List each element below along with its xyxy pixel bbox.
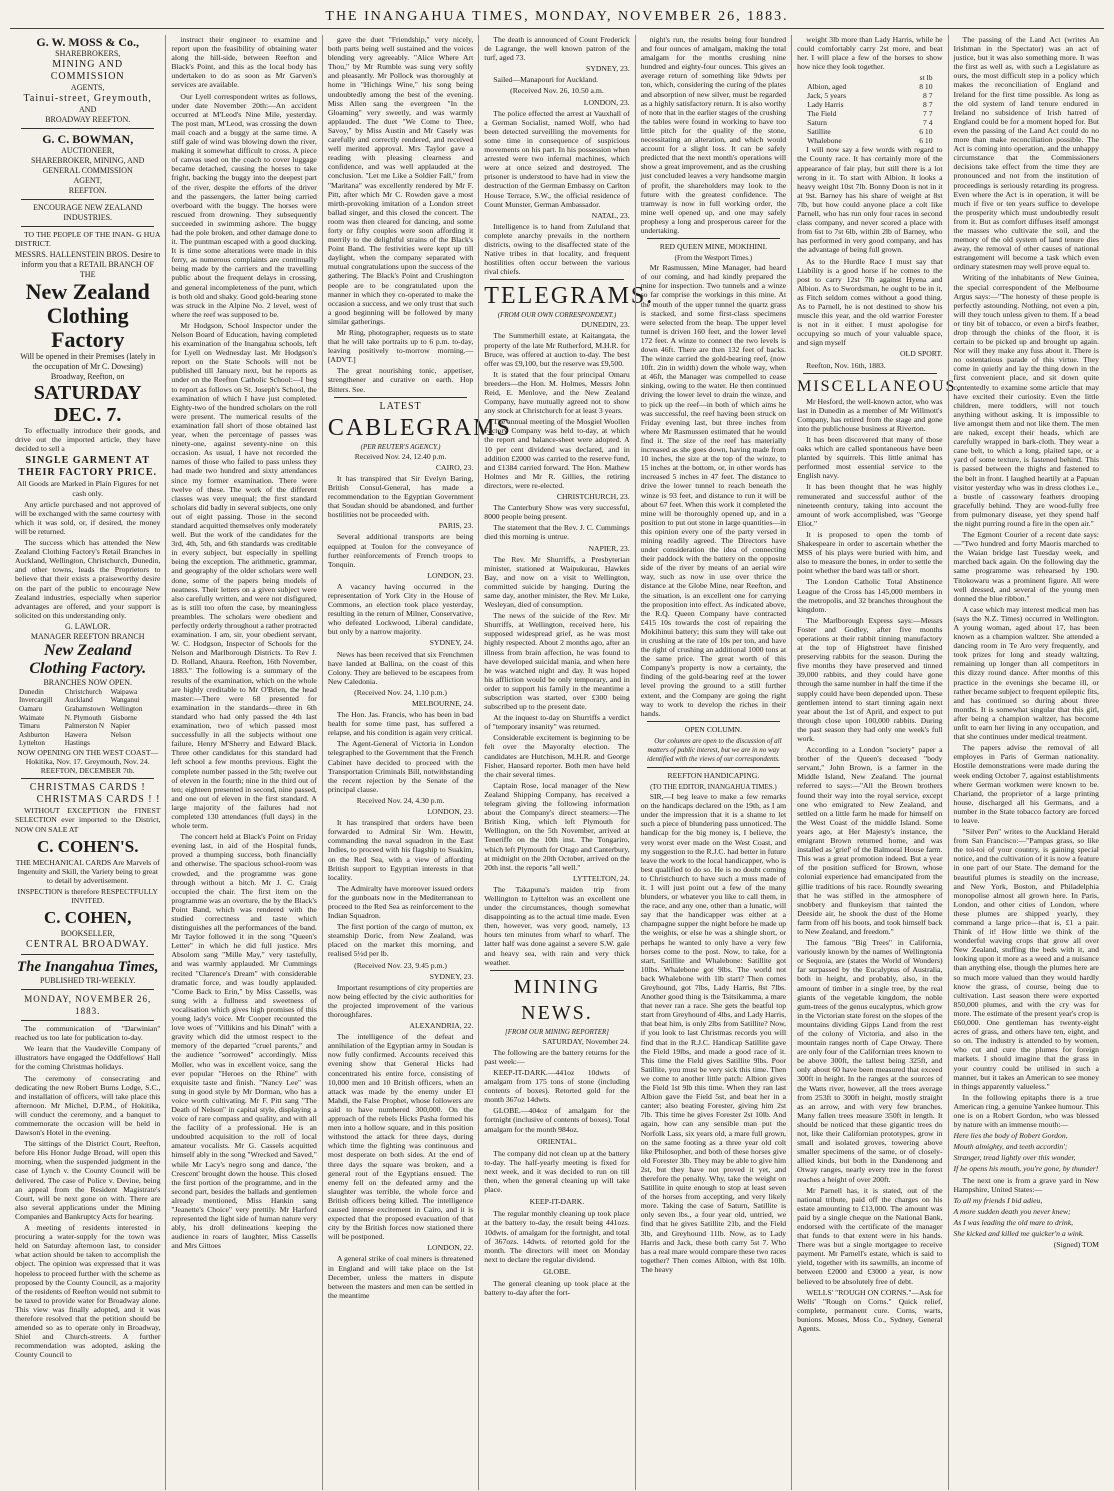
horse-weight: 7 4 <box>923 118 933 128</box>
latest-heading: LATEST <box>379 400 422 412</box>
misc-paragraph: It is proposed to open the tomb of Shakespeare in order to ascertain whether the MSS of his plays were buried with him, and also to measure the bones, in order to settle the point whether the bard was tall or short. <box>797 529 943 576</box>
bowman-ad-line: AUCTIONEER, <box>61 146 115 155</box>
telegram-paragraph: The Rev. Mr Shurriffs, a Presbyterian minister, stationed at Waipukurau, Hawkes Bay, and now on a visit to Wellington, committed suicide by hanging. During the same day, another minister, the Rev. Mr Luke, Wesleyan, died of consumption. <box>484 554 630 610</box>
branch-name: Waimate <box>19 713 45 722</box>
cable-paragraph: Important resumptions of city properties are now being effected by the civic authorities for the projected improvement of the various thoroughfares. <box>327 982 474 1019</box>
misc-paragraph: The Egmont Courier of a recent date says:—"Two hundred and forty Maoris marched to the Waian bridge last Tuesday week, and marched back again. On the following day the same programme was rehearsed by 190. Titokowaru was a prominent figure. All were well dressed, and several of the young men donned the blue ribbon." <box>953 530 1099 603</box>
cohen-name: C. COHEN, <box>44 908 132 928</box>
column-4 <box>478 35 655 1490</box>
received-line: (Received Nov. 24, 1.10 p.m.) <box>354 687 447 697</box>
branch-name: Christchurch <box>64 687 102 696</box>
column-3 <box>322 35 512 1490</box>
keep-it-dark-heading: KEEP-IT-DARK. <box>529 1197 585 1207</box>
telegram-paragraph: The annual meeting of the Mosgiel Woollen Factory Company was held to-day, at which the report and balance-sheet were adopted. A 10 per cent dividend was declared, and in addition £2000 was carried to the reserve fund, and £1384 carried forward. The Hon. Mathew Holmes and Mr R. Gillies, the retiring directors, were re-elected. <box>484 417 630 490</box>
single-garment-line: SINGLE GARMENT AT THEIR FACTORY PRICE. <box>18 455 158 479</box>
divider <box>21 128 154 129</box>
christmas-cards-1: CHRISTMAS CARDS ! <box>29 782 146 794</box>
misc-paragraph: It has been thought that he was highly remunerated and successful author of the nineteenth century, taking into account the amount of work accomplished, was "George Eliot." <box>797 482 943 528</box>
news-paragraph: instruct their engineer to examine and report upon the feasibility of obtaining water along the hill-side, between Reefton and Black's Point, and this as the local body has undertaken to do as soon as Mr Garven's services are available. <box>171 35 317 90</box>
received-line: Received Nov. 24, 4.30 p.m. <box>356 795 445 805</box>
horse-name: Albion, aged <box>807 82 847 92</box>
lawlor-name: G. LAWLOR. <box>65 621 111 631</box>
news-paragraph: Mr Ring, photographer, requests us to state that he will take portraits up to 6 p.m. to-day, leaving positively to-morrow morning.—[ADVT.] <box>327 328 474 365</box>
bowman-ad-line: REEFTON. <box>68 186 107 195</box>
hallenstein-line: MESSRS. HALLENSTEIN BROS. Desire to inform you that a RETAIL BRANCH OF THE <box>15 250 161 280</box>
misc-paragraph: In the following epitaphs there is a true American ring, a genuine Yankee humour. This one is on a Robert Gordon, who was blessed by nature with an immense mouth:— <box>953 1092 1099 1130</box>
divider <box>647 238 780 239</box>
dateline: ALEXANDRIA, 22. <box>409 1021 474 1031</box>
letter-dateline: Reefton, Nov. 16th, 1883. <box>806 360 886 370</box>
divider <box>334 397 467 398</box>
letter-paragraph: As to the Hurdle Race I must say that Liability is a good horse if he comes to the post to carry 12st 7lb against Hyena and Albion. As to Swordsman, he ought to be in it, as Fitch seldom comes without a good thing. As to Parnell, he is not destined to show his muscle this year, and the old warrior Forester is not in it either. I must apologise for occupying so much of your valuable space, and sign myself <box>797 256 943 348</box>
telegram-paragraph: At the inquest to-day on Shurriffs a verdict of "temporary insanity" was returned. <box>484 713 630 732</box>
misc-paragraph: WELLS' "ROUGH ON CORNS."—Ask for Wells' "Rough on Corns." Quick relief, complete, permanent cure. Corns, warts, bunions. Moses, Moss Co., Sydney, General Agents. <box>797 1287 943 1333</box>
news-paragraph: The concert held at Black's Point on Friday evening last, in aid of the Hospital funds, proved a thumping success, both financially and otherwise. The spacious school-room was crowded, and the programme was gone through without a hitch. Mr J. C. Craig occupied the chair. The first item on the programme was an overture, the by the Black's Point Band, which was rendered with the studied correctness and taste which distinguishes all the performances of the band. Mr Taylor followed it in the song "Queen's Letter" in which he did full justice. Mrs Absolom sang "Mille May," very tastefully, and was warmly applauded. Mr Cummings recited "Clarence's Dream" with considerable dramatic force, and was loudly applauded. "Come Back to Erin," by Miss Cassells, was sung with a fullness and sweetness of vocalisation which gives high promises of this young lady's voice. Mr Cooper recounted the love woes of "Villikins and his Dinah" with a gravity which did the utmost respect to the memory of the departed "cruel parents," and the audience "sorrowed" accordingly. Miss Moller, who was in excellent voice, sang the ever popular "Heroes on the Rhine" with exquisite taste and finish. "Nancy Lee" was sung in good style by Mr Dorman, who has a voice worth cultivating. Mr F. Pitt sang "The Death of Nelson" in capital style, displaying a voice of rare compass and quality, and with all the facility of a professional. He is an undoubted acquisition to the roll of local amateur vocalists. Mr G. Cassels acquitted himself ably in the song "Wrecked and Saved," while Mr Lacy's negro song and dance, 'the Crescent' brought down the house. This closed the first portion of the programme, and in the second part, besides the ballads and gentlemen already mentioned, Miss Hankin sang "Jeanette's Choice" very prettily. Mr Harford represented the light side of human nature very ably, his droll delineations keeping the audience in roars of laughter, Miss Cassells and Mrs Gittoes <box>171 832 317 1251</box>
telegrams-heading: TELEGRAMS. <box>484 283 655 310</box>
moss-ad-line: MINING AND COMMISSION <box>50 59 125 82</box>
dateline: CHRISTCHURCH, 23. <box>556 492 630 502</box>
column-2 <box>165 35 321 1490</box>
dateline: DUNEDIN, 23. <box>581 320 630 330</box>
cable-paragraph: The death is announced of Count Frederick de Lagrange, the well known patron of the turf, aged 73. <box>484 35 630 63</box>
misc-paragraph: The London Catholic Total Abstinence League of the Cross has 145,000 members in the metropolis, and 32 branches throughout the kingdom. <box>797 577 943 614</box>
christmas-cards-2: CHRISTMAS CARDS ! ! <box>36 794 161 806</box>
epitaph-line: Mouth almighty, and teeth accordin'; <box>953 1142 1068 1152</box>
mining-reporter-subheading: [FROM OUR MINING REPORTER] <box>504 1027 609 1036</box>
misc-paragraph: The Marlborough Express says:—Messrs Foster and Godley, after five months operations at their rabbit tinning manufactory at the top of Highstreet have finished preserving rabbits for the season. During the five months they have preserved and tinned 39,000 rabbits, and they could have gone through the same number in half the time if the supply could have been depended upon. These gentlemen intend to start tinning again next year about the 1st of April, and expect to put through close upon 100,000 rabbits. During the past season they had only one week's full work. <box>797 615 943 743</box>
dateline: SATURDAY, November 24. <box>542 1036 630 1046</box>
bowman-ad-line: GENERAL COMMISSION <box>42 166 133 175</box>
dateline: CAIRO, 23. <box>435 462 474 472</box>
cable-paragraph: It has transpired that Sir Evelyn Baring, British Consul-General, has made a recommendation to the Egyptian Government that Soudan should be abandoned, and further hostilities not be proceeded with. <box>327 473 474 520</box>
branch-name: Grahamstown <box>64 705 106 714</box>
horse-weight: 8 7 <box>923 100 933 110</box>
mining-paragraph: KEEP-IT-DARK.—441oz 10dwts of amalgam from 175 tons of stone (including contents of boxes). Retorted gold for the month 367oz 14dwts. <box>484 1068 630 1105</box>
central-broadway-line: CENTRAL BROADWAY. <box>26 939 150 951</box>
branch-name: Lyttelton <box>19 739 45 748</box>
cohens-name: C. COHEN'S. <box>36 836 139 856</box>
misc-paragraph: It has been discovered that many of those oaks which are called spontaneous have been planted by squirrels. This little animal has performed most essential service to the English navy. <box>797 435 943 481</box>
horse-name: Satillite <box>807 127 831 137</box>
moss-ad-line: BROADWAY REEFTON. <box>45 115 131 124</box>
dateline: LONDON, 22. <box>427 1243 474 1253</box>
weights-header: st lb <box>919 73 933 83</box>
letter-paragraph: I will now say a few words with regard to the County race. It has certainly more of the appearance of fair play, but still there is a lot wrong in it. To start with Albion. It looks a heavy weight 10st 7lb. Bonny Doon is not in it at 9st. Barney has his share of weight at 8st 7lb, but how could anyone place a colt like Parnell, who has run only four races in second class company, and never scored a place with from 6st to 7st 6lb, within 2lb of Barney, who has performed in very good company, and has the advantage of being full grown. <box>797 145 943 255</box>
cable-paragraph: A general strike of coal miners is threatened in England and will take place on the 1st December, unless the matters in dispute between the masters and men can be settled in the meantime <box>327 1254 474 1300</box>
epitaph-line: To all my friends I bid adieu, <box>953 1195 1043 1205</box>
branches-heading: BRANCHES NOW OPEN. <box>43 677 132 687</box>
news-paragraph: A meeting of residents interested in procuring a water-supply for the town was held on Saturday afternoon last, to consider what action should be taken to accomplish the object. The opinion was expressed that it was hopeless to proceed further with the scheme as proposed by the County Council, as a majority of the residents of Reefton would not submit to be taxed to provide water for Broadway alone. This view was finally adopted, and it was therefore resolved that the petition should be amended so as to operate only in Broadway, Shiel and Church-streets. A further recommendation was adopted, asking the County Council to <box>15 1223 161 1360</box>
horse-name: Whalebone <box>807 136 842 146</box>
misc-paragraph: Mr Hesford, the well-known actor, who was last in Dunedin as a member of Mr Willmott's Company, has retired from the stage and gone into the publichouse business at Riverton. <box>797 396 943 433</box>
handicap-weights-table <box>797 73 942 145</box>
letter-paragraph: weight 3lb more than Lady Harris, while he could comfortably carry 2st more, and beat her. I will place a few of the horses to show how nice they look together. <box>797 35 943 72</box>
globe-heading: GLOBE. <box>543 1266 571 1276</box>
news-paragraph: The communication of "Darwinian" reached us too late for publication to-day. <box>15 1024 161 1043</box>
telegram-paragraph: It is stated that the four principal Omaru breeders—the Hon. M. Holmes, Messrs John Reid, E. Menlove, and the New Zealand Company, have mutually agreed not to show any stock at Christchurch for at least 3 years. <box>484 369 630 416</box>
column-5 <box>635 35 791 1490</box>
cable-paragraph: The first portion of the cargo of mutton, ex steamship Doric, from New Zealand, was placed on the market this morning, and realised 5½d per lb. <box>327 922 474 959</box>
reuter-subheading: (PER REUTER'S AGENCY.) <box>360 442 441 451</box>
marked-line: All Goods are Marked in Plain Figures for net cash only. <box>16 479 159 498</box>
misc-paragraph: The next one is from a grave yard in New Hampshire, United States:— <box>953 1175 1099 1194</box>
dateline: SYDNEY, 23. <box>429 971 474 981</box>
published-line: PUBLISHED TRI-WEEKLY. <box>40 976 136 986</box>
branch-name: Hastings <box>64 739 90 748</box>
telegram-paragraph: Considerable excitement is beginning to be felt over the Mayoralty election. The candidates are Hutchison, M.H.R. and George Fisher, Hansard reporter. Both men have held the chair several times. <box>484 733 630 779</box>
to-people-line: TO THE PEOPLE OF THE INAN- G HUA DISTRICT. <box>15 230 161 249</box>
now-opening-line: NOW OPENING ON THE WEST COAST— Hokitika, Nov. 17. Greymouth, Nov. 24. REEFTON, DECEMBER 7th. <box>17 748 159 776</box>
divider <box>21 226 154 227</box>
branch-name: N. Plymouth <box>64 713 102 722</box>
column-7 <box>948 35 1104 1490</box>
to-editor-line: (TO THE EDITOR, INANGAHUA TIMES.) <box>650 783 777 792</box>
dateline: LONDON, 23. <box>583 97 630 107</box>
open-column-note: Our columns are open to the discussion of all matters of public interest, but we are in no way identified with the views of our correspondents. <box>646 736 782 763</box>
page-masthead: THE INANGAHUA TIMES, MONDAY, NOVEMBER 26, 1883. <box>10 6 1104 29</box>
issue-date: MONDAY, NOVEMBER 26, 1883. <box>24 994 152 1017</box>
dateline: LONDON, 23. <box>427 570 474 580</box>
branches-list <box>15 688 160 748</box>
mining-paragraph: The general cleaning up took place at the battery to-day after the fort- <box>484 1278 630 1298</box>
epitaph-line: Here lies the body of Robert Gordon, <box>953 1131 1068 1141</box>
epitaph-line: A more sudden death you never knew; <box>953 1206 1071 1216</box>
without-exception-text: WITHOUT EXCEPTION the FINEST SELECTION ever imported to the District, NOW ON SALE AT <box>15 806 161 834</box>
horse-weight: 6 10 <box>919 127 933 137</box>
epitaph-line: If he opens his mouth, you're gone, by thunder! <box>953 1164 1099 1174</box>
cable-paragraph: It has transpired that orders have been forwarded to Admiral Sir Wm. Hewitt, commanding the naval squadron in the East Indies, to proceed with his flagship to Suakim, on the Red Sea, with a view of affording British support to Egyptian interests in that locality. <box>327 818 474 882</box>
branch-name: Nelson <box>110 730 131 739</box>
telegram-paragraph: The statement that the Rev. J. C. Cummings died this morning is untrue. <box>484 523 630 542</box>
news-paragraph: We learn that the Vaudeville Company of illustrators have engaged the Oddfellows' Hall for the coming Christmas holidays. <box>15 1044 161 1072</box>
horse-name: The Field <box>807 109 837 119</box>
oriental-heading: ORIENTAL. <box>537 1136 577 1146</box>
branch-name: Auckland <box>64 696 93 705</box>
telegram-paragraph: The news of the suicide of the Rev. Mr Shurriffs, at Wellington, received here, his supposed widespread grief, as he was most highly respected. About 2 months ago, after an illness from brain affection, he was found to have developed suicidal mania, and when here he was watched night and day. It was hoped his affliction would be only temporary, and in order to support his family in the meantime a subscription was started, over £300 being subscribed up to the present date. <box>484 611 630 712</box>
moss-ad-line: Tainui-street, Greymouth, <box>23 93 152 104</box>
saturday-date: SATURDAY DEC. 7. <box>33 382 142 427</box>
epitaph-signature: (Signed) TOM <box>1053 1240 1099 1250</box>
branch-name: Waipawa <box>110 687 138 696</box>
letter-signature: OLD SPORT. <box>899 349 943 359</box>
news-paragraph: gave the duet "Friendship," very nicely, both parts being well sustained and the voices blending very agreeably. "Alice Where Art Thou," by Mr Rumble was sung very softly and pleasantly. Mr Pollock was thoroughly at home in "Hichings Wine," his song being undoubtedly among the best of the evening. Miss Allen sang the evergreen "In the Gloaming" very sweetly, and was warmly applauded. The duet "We Come to Thee, Savoy," by Miss Austin and Mr Casely was carefully and correctly rendered, and received well merited approval. Mrs Taylor gave a reading with pleasing clearness and confidence, and was well applauded at the conclusion. "Let me Like a Soldier Fall," from "Maritana" was excellently rendered by Mr F. Pitt, after which Mr C. Rowden gave a most mirth-provoking imitation of a London street ballad singer, and this closed the concert. The room was then cleared for dancing, and some forty or fifty couples were soon affording it merrily to the delightful strains of the Black's Point Band. The festivities were kept up till daylight, when the company separated with mutual congratulations upon the success of the gathering. The Black's Point and Crushington people are to be congratulated upon the manner in which they co-operated to make the occasion a success, and we only trust that such a good beginning will be followed by many similar gatherings. <box>327 35 474 326</box>
telegram-paragraph: The Canterbury Show was very successful, 8000 people being present. <box>484 503 630 522</box>
divider <box>21 1020 154 1021</box>
cable-paragraph: Several additional transports are being equipped at Toulon for the conveyance of further reinforcements of French troops to Tonquin. <box>327 532 474 569</box>
mechanical-cards-text: THE MECHANICAL CARDS Are Marvels of Ingenuity and Skill, the Variety being to great to detail by advertisement. <box>15 857 160 885</box>
branch-name: Oamaru <box>19 705 43 714</box>
encourage-heading: ENCOURAGE NEW ZEALAND INDUSTRIES. <box>33 203 143 222</box>
letter-paragraph: SIR,—I beg leave to make a few remarks on the handicaps declared on the 19th, as I am under the impression that it is a shame to let such a piece of blundering pass unnoticed. The handicap for the big money is, I believe, the very worst ever made on the West Coast, and my suggestion to the R.J.C. had better in future leave the work to the local handicapper, who is best qualified to do so. He is no doubt coming to Christchurch to have such a muss made of it. I will just point out a few of the many blunders, or whatever you like to call them, in the race, and any one, other than a lunatic, will say that the handicapper was either at a champagne supper the night before he made up the weights, or else he was a shingle short, or perhaps he wanted to only have a very few horses come to the post. Now, to take, for a start, Satillite and Whalebone: Satillite got 10lbs. Whalebone got 9lbs. The world not back Whalebone with 1lb start? Then comes Greyhound, got 7lbs, Lady Harris, 8st 7lbs. Another good thing is the Tsitsikamma, a mare that never ran a race. She gets the beatful top start from Greyhound of 4lbs, and Lady Harris, that beat him, is only 2lbs from Satillite? Now, if you look to last Christmas records you will find that in the R.J.C. Handicap Satillite gave the Field 19lbs, and made a good race of it. This time the Field gives Satillite 9lbs. Poor Satillite, you must be very sick this time. Then we come to another little patch: Albion gives the Field 1st 9lb this time. When they ran last Albion gave the Field 5st, and beat her in a canter; also beating Forester, giving him 2st 7lb. This time he gives Forester 2st 10lb. And again, how can any sensible man put the Norfolk Lass, six years old, a mare full grown, on the same footing as a three year old colt like Philosopher, and both of these horses give old Forester 3lb. They may be able to give him 2st, but they have not proved it yet, and therefore the penalty. Why, take the weight on Satillite in quite enough to stop at least seven of the horses from accepting, and very likely more. Taking the case of Saturn, Satillite is only seven lbs., a four year old, untried, we find that he gives Satillite 21b, and the Field 3lb, and Greyhound 11lb. Now, as to Lady Harris and Jack, these both carry 5st 7. Who has a real mare would compare these two races together? Then comes Albion, with 8st 10lb. The heavy <box>640 792 787 1274</box>
received-line: Received Nov. 24, 12.40 p.m. <box>354 451 447 461</box>
dateline: SYDNEY, 23. <box>586 64 630 74</box>
branch-name: Wellington <box>110 705 143 714</box>
telegram-paragraph: The Takapuna's maiden trip from Wellington to Lyttelton was an excellent one under the circumstances, though somewhat disappointing as to the actual time made. Even then, however, was very good, namely, 13 hours ten minutes from wharf to wharf. The latter half was done against a severe S.W. gale and heavy sea, with rain and very thick weather. <box>484 884 630 967</box>
mining-paragraph: GLOBE.—404oz of amalgam for the fortnight (inclusive of contents of boxes). Total amalgam for the month 984oz. <box>484 1106 630 1134</box>
dateline: NATAL, 23. <box>591 210 630 220</box>
branch-name: Palmerston N <box>64 722 105 731</box>
epitaph-line: Stranger, tread lightly over this wonder, <box>953 1153 1076 1163</box>
westport-source: (From the Westport Times.) <box>674 254 753 263</box>
telegram-paragraph: The Summerhill estate, at Kaitangata, the property of the late Mr Rutherford, M.H.R. for Bruce, was offered at auction to-day. The best offer was £9,100, but the reserve was £9,500. <box>484 331 630 368</box>
lawlor-title: MANAGER REEFTON BRANCH <box>30 631 145 641</box>
columns <box>10 35 1104 1490</box>
received-line: (Received Nov. 26, 10.50 a.m. <box>510 86 604 96</box>
misc-paragraph: According to a London "society" paper a brother of the Queen's deceased "body servant," John Brown, is a farmer in the Middle Island, New Zealand. The journal referred to says:—"All the Brown brothers found their way into the royal service, except one who emigrated to New Zealand, and settled on a little farm he made for himself on the West Coast of the middle Island. Some years ago, at Her Majesty's instance, the emigrant Brown returned home, and was installed as 'grief' of the Balmoral House farm. This was a great promotion indeed. But a year of the position sufficed for Brown, whose colonial experience had emancipated from the gillie traditions of his race. Roundly swearing that he was stifled in the atmosphere of snobbery and flunkeyism that tainted the Deeside air, he shook the dust of the Home farm from off his boots, and took himself back to New Zealand, and freedom." <box>797 745 943 936</box>
branch-name: Invercargill <box>19 696 53 705</box>
news-paragraph: The sittings of the District Court, Reefton, before His Honor Judge Broad, will open this morning, when the suspended judgment in the case of Lynch v. the County Council will be delivered. The case of Police v. Devine, being an appeal from the Resident Magistrate's Court, will be next gone on with. There are also several applications under the Mining Companies and Bankruptcy Acts for hearing. <box>15 1139 161 1221</box>
branch-name: Napier <box>110 722 131 731</box>
mining-paragraph: The company did not clean up at the battery to-day. The half-yearly meeting is fixed for next week, and it was decided to run on till then, when the general cleaning up will take place. <box>484 1148 630 1195</box>
mining-news-heading: MINING NEWS. <box>513 975 601 1024</box>
branch-name: Hawera <box>64 730 88 739</box>
mining-paragraph: Mr Rasmussen, Mine Manager, had heard of our coming, and had kindly prepared the mine for inspection. Two tunnels and a winze so far comprise the workings in this mine. At the mouth of the upper tunnel the quartz grass is stacked, and some first-class specimens were selected from the heap. The upper level tunnel is driven 160 feet, and the lower level 172 feet. A winze to connect the two levels is down 46ft. There are then 132 feet of backs. The winze carried the gold-bearing reef, (now 10ft. 2in in width) down the whole way, when at 46ft, the Manager was compelled to cease sinking, owing to the water. He then continued driving the lower level to drain the winze, and to pick up the reef—in both of which aims he was successful, the reef having been struck on Friday evening last, but three inches from where Mr Rasmussen estimated that he would find it. The size of the reef has materially increased as she goes down, having made from 10 inches, the size at the top of the winze, to 15 inches at the bottom, or, in other words has increased 5 inches in 47 feet. The distance to drive the lower tunnel to reach beneath the winze is 93 feet, and distance to run it will be about 67 feet. When this work it completed the mine will be thoroughly opened up, and in a position to put out stone in large quantities—in this opinion every one of the party versed in mining readily agreed. The Directors have under consideration the idea of connecting their paddock with the battery on the opposite side of the river by means of an aerial wire way, such as now in use over thrice the distance at the Globe Mine, near Reefton, and the situation, is an excellent one for carrying the proposition into effect. As indicated above, the R.Q. Queen Company have contracted £415 10s towards the cost of repairing the Mokihinui battery; this sum they will take out in crushing at the rate of 10s per ton, and have the right of crushing an additional 1000 tons at the same price. The great worth of this Company's property is now a certainty, the finding of the gold-bearing reef at the lower level proving the ground to a still further extent, and the Company are going the right way to work to develop the riches in their hands. <box>640 263 787 718</box>
bowman-ad-line: AGENT, <box>73 176 102 185</box>
paper-title: The Inangahua Times, <box>16 959 159 976</box>
introduce-text: To effectually introduce their goods, and drive out the imported article, they have decided to sell a <box>15 426 161 454</box>
news-paragraph: The ceremony of consecrating and dedicating the new Robert Burns Lodge, S.C., and installation of officers, will take place this afternoon. Mr Michel, D.P.M., of Hokitika, will conduct the ceremony, and a banquet to commemorate the occasion will be held in Dawson's Hotel in the evening. <box>15 1073 161 1138</box>
cable-paragraph: The Agent-General of Victoria in London telegraphed to the Government that the French Cabinet have decided to proceed with the Transportation Criminals Bill, notwithstanding the recent rejection by the Senate of the principal clause. <box>327 739 474 794</box>
nz-clothing-title: New Zealand Clothing Factory <box>25 279 150 353</box>
divider <box>647 721 780 722</box>
cable-paragraph: Intelligence is to hand from Zululand that complete anarchy prevails in the northern districts, owing to the disaffected state of the Native tribes in that locality, and frequent hostilities often occur between the various rival chiefs. <box>484 221 630 277</box>
cable-paragraph: Sailed—Manapouri for Auckland. <box>493 75 599 85</box>
divider <box>490 970 623 971</box>
cable-paragraph: News has been received that six Frenchmen have landed at Ballina, on the coast of this Colony. They are believed to be escapees from New Caledonia. <box>327 649 474 686</box>
inspection-line: INSPECTION is therefore RESPECTFULLY INVITED. <box>17 886 158 905</box>
branch-name: Timaru <box>19 722 40 731</box>
own-correspondent-subheading: (FROM OUR OWN CORRESPONDENT.) <box>497 311 617 320</box>
epitaph-line: She kicked and killed me quicker'n a wink. <box>953 1229 1085 1238</box>
misc-paragraph: The famous "Big Trees" in California, variously known by the names of Wellingtonia or Sequoia, are (states the World of Wonders) far surpassed by the Eucalyptus of Australia, both in height, and probably, also, in the amount of timber in a single tree, by the real giants of the vegetable kingdom, the noble gum-trees of the genus eucalyptus, which grow in the Victorian state forest on the slopes of the mountains dividing Gipps Land from the rest of the colony of Victoria, and also in the mountain ranges north of Cape Otway. There are only four of the Californian trees known to be above 300ft, the tallest being 325ft, and only about 60 have been measured that exceed 300ft in height. In the ranges at the sources of the Watts river, however, all the trees average from 253ft to 300ft in height, mostly straight as an arrow, and with very few branches. Many fallen trees measure 350ft in length. It should be noticed that these gigantic trees do not, like their Californian prototypes, grow in small and isolated groves, towering above smaller specimens of the same, or of closely-allied kinds, but both in the Dandenong and Otway ranges, nearly every tree in the forest reaches a height of over 200ft. <box>797 938 943 1184</box>
horse-name: Jack, 5 years <box>807 91 847 101</box>
horse-weight: 7 7 <box>923 109 933 119</box>
bowman-ad-line: SHAREBROKER, MINING, AND <box>31 156 145 165</box>
branch-name: Wanganui <box>110 696 140 705</box>
divider <box>803 373 936 374</box>
bookseller-line: BOOKSELLER, <box>60 929 115 939</box>
misc-paragraph: The papers advise the removal of all employes in Paris of German nationality. Hostile demonstrations were made during the week ending October 7, against establishments where German workmen were known to be. Chariand, the proprietor of a large printing house, discharged all his Germans, and a number in the State tobacco factory are forced to leave. <box>953 743 1099 825</box>
cable-paragraph: The Hon. Jas. Francis, who has been in bad health for some time past, has suffered a relapse, and his condition is again very critical. <box>327 710 474 738</box>
column-6 <box>791 35 963 1490</box>
horse-weight: 8 7 <box>923 91 933 101</box>
cable-paragraph: The Admiralty have moreover issued orders for the gunboats now in the Mediterranean to proceed to the Red Sea as reinforcement to the Indian Squadron. <box>327 883 474 921</box>
divider <box>21 778 154 779</box>
divider <box>21 954 154 955</box>
cablegrams-heading: CABLEGRAMS <box>327 414 512 441</box>
epitaph-line: As I was leading the old mare to drink, <box>953 1217 1074 1227</box>
news-paragraph: The great nourishing tonic, appetiser, strengthener and curative on earth. Hop Bitters. See. <box>327 366 474 394</box>
moss-ad-line: AND <box>79 105 97 114</box>
branch-name: Gisborne <box>110 713 137 722</box>
misc-paragraph: The passing of the Land Act (writes An Irishman in the Spectator) was an act of justice, but it was also something more. It was the first as well as, with such a Legislature as ours, the most difficult step in a policy which makes the reconciliation of England and Ireland for the first time possible. As long as the old system of land tenure endured in Ireland no subsidence of Irish hatred of England could be for a moment hoped for. But even the passing of the Land Act could do no more than make reconciliation possible. The Act is coming into operation, and the unhappy circumstance that the Commissioners decisions take effect from the time they are pronounced and not from the institution of proceedings is seriously retarding its progress. Even where the Act is in operation, it will be much if five or ten years suffice to develope the prosperity which must undoubtedly result from it. But as comfort diffuses itself amongst the masses who cultivate the soil, and the memory of the old system of land tenure dies away, the removal of other causes of national estrangement will become a task which even ordinary statesmen may well prove equal to. <box>953 35 1099 272</box>
mining-paragraph: The regular monthly cleaning up took place at the battery to-day, the result being 441ozs. 10dwts. of amalgam for the fortnight, and total of 367ozs. 14dwts. of retorted gold for the month. The directors will meet on Monday next to declare the regular dividend. <box>484 1209 630 1264</box>
dateline: LYTTELTON, 24. <box>573 873 630 883</box>
received-line: (Received Nov. 23, 9.45 p.m.) <box>354 960 447 970</box>
divider <box>490 279 623 280</box>
cable-paragraph: A vacancy having occurred in the representation of York City in the House of Commons, an election took place yesterday, resulting in the return of Milner, Conservative, who defeated Lockwood, Liberal candidate, but only by a narrow majority. <box>327 581 474 637</box>
branch-name: Ashburton <box>19 730 50 739</box>
misc-paragraph: Writing of the inhabitants of New Guinea, the special correspondent of the Melbourne Argus says:—"The honesty of these people is perfectly astounding. Nothing, not even a pin, will they touch unless given to them. If a bead or tiny bit of tobacco, or even a bird's feather, drop through the chinks of the floor, it is certain to be picked up and brought up again. Nor will they make any fuss about it. There is no ostentatious parade of this virtue. They come in quietly and lay the thing down in the first convenient place, and sit down quite contentedly to examine some article that may have excited their curiosity. Even the little children, mere toddlers, will not touch anything without asking. It is impossible to live amongst them and not like them. The men are naked, except their heads, which are carefully wrapped in bark-cloth. They wear a cane belt, to which a long, plaited tape, or a yard of some texture, is fastened behind. This is passed between the thighs and fastened to the belt in front. I laughed heartily at a Papuan visitor yesterday who was in dress clothes i.e., a bustle of cassowary feathers drooping gracefully behind. They are wood-fully free from pulmonary disease, yet they spend half the night purring round a fire in the open air." <box>953 273 1099 528</box>
red-queen-heading: RED QUEEN MINE, MOKIHINI. <box>659 242 768 252</box>
news-paragraph: Our Lyell correspondent writes as follows, under date November 20th:—An accident occurred at M'Leod's Nine Mile, yesterday. The post man, M'Leod, was crossing the down mail coach and a buggy at the same time. A stiff gale of wind was blowing down the river, making it somewhat difficult to cross. A piece of canvas used on the coach to cover luggage became detached, causing the horses to take fright, backing the buggy into the deepest part of the river, despite the efforts of the driver and the passengers, the latter being carried overboard with the buggy. The horses were rescued from drowning. They subsequently succeeded in swimming ashore. The buggy had the pole broken, and other damage done to it. The puntman escaped with a good ducking. It is time some alterations were made in this ferry, as numerous complaints are continually being made by the carriers and the travelling public about the frequent delays in crossing, and general incompleteness of the punt, which is both old and shaky. Good gold-bearing stone was struck in the Alpine No. 2 level, west of where the reef was supposed to be. <box>171 91 317 319</box>
factory-title: New Zealand Clothing Factory. <box>29 641 147 677</box>
cable-paragraph: The police effected the arrest at Vauxhall of a German Socialist, named Wolf, who had been detected surveilling the movements for some time in consequence of suspicious movements on his part. In his possession when arrested were two infernal machines, which were at once seized and destroyed. The prisoner is understood to have had in view the destruction of the German Embassy on Carlton House Terrace, S.W., the official residence of Count Munster, German Ambassador. <box>484 108 630 209</box>
success-text: The success which has attended the New Zealand Clothing Factory's Retail Branches in Auckland, Wellington, Christchurch, Dunedin, and other towns, leads the Proprietors to believe that their exists a praiseworthy desire on the part of the public to encourage New Zealand industries, especially when superior advantages are offered, and your support is solicited on this understanding only. <box>15 538 161 620</box>
opening-line: Will be opened in their Premises (lately in the occupation of Mr C. Dowsing) Broadway, Reefton, on <box>20 352 156 382</box>
exchange-text: Any article purchased and not approved of will be exchanged with the same courtesy with which it was sold, or, if desired, the money will be returned. <box>15 499 161 536</box>
dateline: NAPIER, 23. <box>588 543 630 553</box>
misc-paragraph: Mr Parnell has, it is stated, out of the national tribute, paid off the charges on his estate amounting to £13,000. The amount was paid by a single cheque on the National Bank, endorsed with the certificate of the manager that funds to that extent were in his hands. There was but a single mortgagee to receive payment. Mr Parnell's estate, which is said to yield, together with its sawmills, an income of between £2000 and £3000 a year, is now believed to be absolutely free of debt. <box>797 1185 943 1286</box>
handicaping-heading: REEFTON HANDICAPING. <box>667 770 760 780</box>
mining-paragraph: The following are the battery returns for the past week:— <box>484 1047 630 1066</box>
misc-paragraph: "Silver Pen" writes to the Auckland Herald from San Francisco:—"Pampas grass, so like the toi-toi of your country, is gaining special notice, and the cultivation of it is now a feature in one part of our State. The demand for the beautiful plumes is steadily on the increase, and New York, Boston, and Philadelphia monopolise almost all grown here. In Paris, London, and other cities of London, where these plumes are shipped yearly, they command a large price—that is, £1 a pair. Think of it! How little we think of the wonderful waving crops that grow all over New Zealand, stuffing the beds with it, and looking upon it more as a weed and a nuisance than anything else, though the plumes here are so much more valued than they would hardly know the grass, of course, being due to cultivation. Last season there were exported 850,000 plumes, and with the cry was for more. The estimate of the present year's crop is £60,000. One gentleman has twenty-eight acres of grass, and others have ten, eight, and so on. The industry is attended to by women, who cut and cure the plumes for foreign markets. I should imagine that the grass in your country could be utilised in such a manner, but it takes an American to see money in things apparently valueless." <box>953 827 1099 1091</box>
horse-weight: 6 10 <box>919 136 933 146</box>
dateline: MELBOURNE, 24. <box>411 699 474 708</box>
misc-paragraph: A case which may interest medical men has (says the N.Z. Times) occurred in Wellington. A young woman, aged about 17, has been known as a champion waltzer. She attended a dancing room in Te Aro very frequently, and took prizes for long and steady waltzing, remaining up longer than all competitors in this dizzy round dance. After months of this practice in the evenings she became ill, or rather became subject to frequent epileptic fits, and has continued so during about three months. It is somewhat singular that this girl, after being a champion waltzer, has become unfit to earn her living in any occupation, and that she continues under medical treatment. <box>953 604 1099 742</box>
divider <box>647 767 780 768</box>
horse-name: Lady Harris <box>807 100 844 110</box>
dateline: LONDON, 23. <box>427 807 474 817</box>
moss-ad-line: AGENTS, <box>70 83 105 92</box>
moss-ad-name: G. W. MOSS & Co., <box>36 35 140 49</box>
mining-paragraph: night's run, the results being four hundred and four ounces of amalgam, making the total amalgam for the months crushing nine hundred and eighty-four ounces. This gives an average return of something like 9dwts per ton, which, considering the curing of the plates and absorption of new silver, must be regarded as a highly satisfactory return. It is also worthy of note that in the earlier stages of the crushing the tables were found in working to have too little pitch for the quality of the stone, necessitating an alteration, and which would account for a slight loss. It can be safely predicted that the next month's operations will show a great improvement, and as the crushing just concluded leaves a very handsome margin of profit, the shareholders may look to the future with the greatest confidence. The tramway is now in full working order, the mine well opened up, and one may safely prophesy a long and prosperous career for the undertaking. <box>640 35 787 235</box>
moss-ad-line: SHAREBROKERS, <box>55 49 121 58</box>
divider <box>21 989 154 990</box>
divider <box>21 199 154 200</box>
dateline: SYDNEY, 24. <box>429 638 474 648</box>
cable-paragraph: The intelligence of the defeat and annihilation of the Egyptian army in Soudan is now fully confirmed. Accounts received this evening show that General Hicks had concentrated his entire force, consisting of 10,000 men and 10 British officers, when an attack was made by the enemy under El Mahdi, the False Prophet, whose followers are said to have numbered 300,000. On the approach of the rebels Hicks Pasha formed his men into a hollow square, and in this position withstood the attack for three days, during which time the fighting was continuous and most desperate on both sides. At the end of three days the square was broken, and a general rout of the Egyptians ensued. The enemy fell on the defeated army and the slaughter was terrible, the whole force and British officers being killed. The intelligence caused intense excitement in Cairo, and it is expected that the proposed evacuation of that city by the British forces now stationed there will be postponed. <box>327 1032 474 1242</box>
horse-name: Saturn <box>807 118 827 128</box>
open-column-heading: OPEN COLUMN. <box>684 724 743 734</box>
news-paragraph: Mr Hodgson, School Inspector under the Nelson Board of Education, having completed his examination of the Inangahua schools, left for Lyell on Wednesday last. Mr Hodgson's report on the State Schools will not be published till January next, but he reports as under on the Reefton Catholic School:—I beg to report as follows on St. Joseph's School, the examination of which I have just completed. Eighty-two of the hundred scholars on the roll were present. The numerical results of the examination fall short of those obtained last year, when the percentage of passes was ninety-one, against seventy-nine on this occasion. As usual, I have not recorded the names of those who failed to pass unless they had made two hundred and sixty attendances since my former examination. There were twelve of these. The work of the different classes was very unequal; the first standard scholars did badly in several subjects, one only out of eight passing. Those in the second standard acquitted themselves only moderately well. But the work of the candidates for the 3rd, 4th, 5th, and 6th standards was creditable in every subject, but especially in spelling being the exception. The arithmetic, grammar, and geography of the older scholars were well done, some of the papers being models of neatness. Their letters on a given subject were also carefully written, and were not disfigured, as is still too often the case, by meaningless preambles. The scholars were obedient and perfectly orderly throughout a rather protracted examination. I am, sir, your obedient servant, W. C. Hodgson, Inspector of Schools for the Nelson and Marlborough Districts. To Rev J. D. Rolland, Ahaura. Reefton, 16th November, 1883." The following is a summary of the results of the examination, which on the whole are highly creditable to Mr O'Brien, the head master:—There were 68 presented for examination in the standards—three in 6th standard who had only passed the 4th last examination, two of which passed most successfully in all the subjects without one failure, Henry M'Sherry and Edward Black. Three other candidates for this standard had left school a few months previous. Eight the complete number passed in the 5th; twelve out of eleven in the fourth; nine in the third out of ten; eighteen presented in second, nine passed, and one out of eleven in the first standard. A large majority of the failures had not completed 130 attendances (full days) in the whole term. <box>171 320 317 831</box>
miscellaneous-heading: MISCELLANEOUS. <box>797 377 963 395</box>
bowman-ad-name: G. C. BOWMAN, <box>42 132 134 146</box>
telegram-paragraph: Captain Rose, local manager of the New Zealand Shipping Company, has received a telegram giving the following information about the Company's direct steamers:—The British King, which left Plymouth for Wellington, on the 5th November, arrived at Teneriffe on the 10th inst. The Tongariro, which left Plymouth for Otago and Canterbury, at midnight on the 20th October, arrived on the 20th inst. the reports "all well." <box>484 780 630 872</box>
horse-weight: 8 10 <box>919 82 933 92</box>
branch-name: Dunedin <box>19 687 44 696</box>
dateline: PARIS, 23. <box>438 521 474 531</box>
column-1 <box>10 35 165 1490</box>
